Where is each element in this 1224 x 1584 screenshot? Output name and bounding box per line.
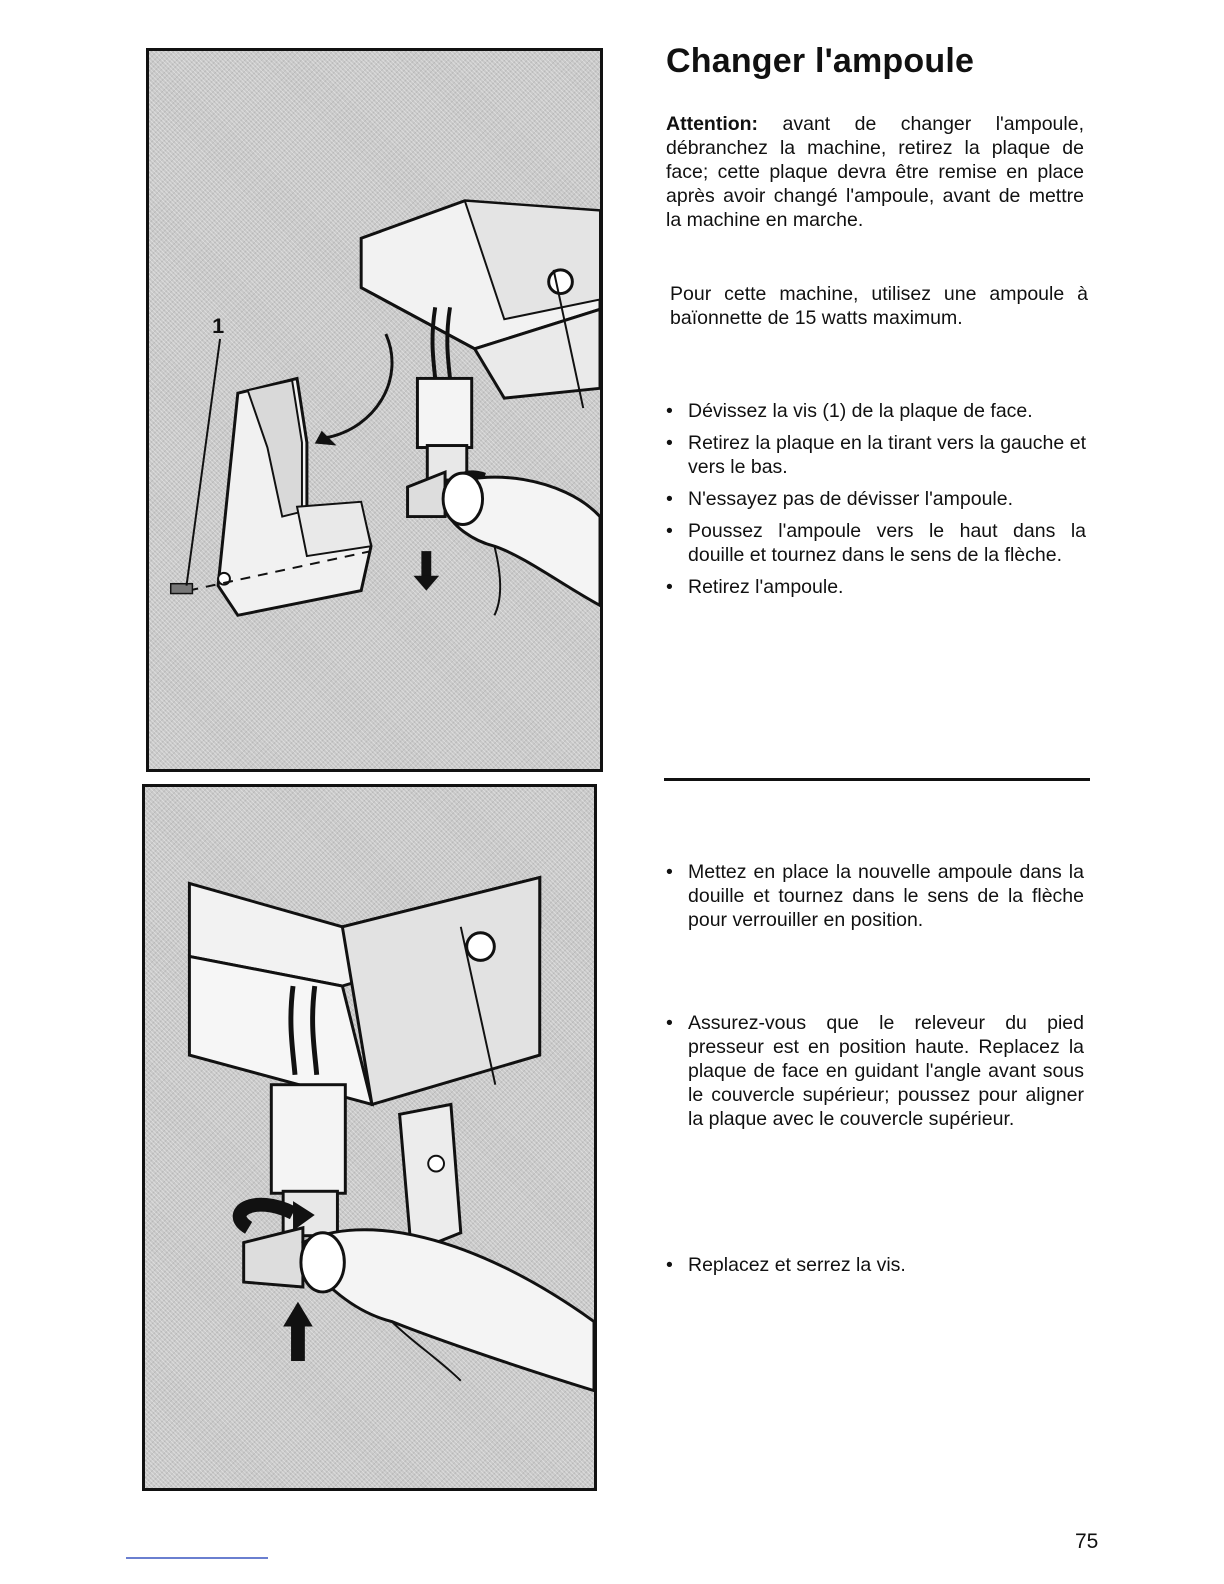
bulb-info-paragraph: Pour cette machine, utilisez une ampoule à baïonnette de 15 watts maximum. [670, 283, 1088, 329]
list-item: • Retirez la plaque en la tirant vers la gauche et vers le bas. [666, 431, 1086, 479]
callout-screw-number: 1 [212, 313, 225, 339]
remove-bulb-drawing [149, 51, 600, 769]
warning-paragraph [666, 112, 1084, 232]
page-title: Changer l'ampoule [666, 42, 975, 80]
page-number: 75 [1075, 1530, 1099, 1553]
footer-rule [126, 1557, 268, 1559]
remove-steps-list [666, 399, 1086, 607]
section-divider [664, 778, 1090, 781]
install-step-screw [666, 1253, 1084, 1277]
install-bulb-drawing [145, 787, 594, 1488]
illustration-install-bulb [142, 784, 597, 1491]
list-item: • Assurez-vous que le releveur du pied presseur est en position haute. Replacez la plaque de face en guidant l'angle avant sous le couvercle supérieur; poussez pour aligner la plaque avec le couvercle supérieur. [666, 1011, 1084, 1131]
list-item: • Replacez et serrez la vis. [666, 1253, 1084, 1277]
list-item: • Mettez en place la nouvelle ampoule dans la douille et tournez dans le sens de la flèche pour verrouiller en position. [666, 860, 1084, 932]
list-item: • Retirez l'ampoule. [666, 575, 1086, 599]
warning-text: avant de changer l'ampoule, débranchez la machine, retirez la plaque de face; cette plaque devra être remise en place après avoir changé l'ampoule, avant de mettre la machine en marche. [666, 113, 1084, 231]
install-step-replace-plate [666, 1011, 1084, 1131]
install-step-insert [666, 860, 1084, 932]
list-item: • Poussez l'ampoule vers le haut dans la douille et tournez dans le sens de la flèche. [666, 519, 1086, 567]
warning-label: Attention: [666, 113, 759, 135]
list-item: • N'essayez pas de dévisser l'ampoule. [666, 487, 1086, 511]
list-item: • Dévissez la vis (1) de la plaque de face. [666, 399, 1086, 423]
illustration-remove-bulb [146, 48, 603, 772]
